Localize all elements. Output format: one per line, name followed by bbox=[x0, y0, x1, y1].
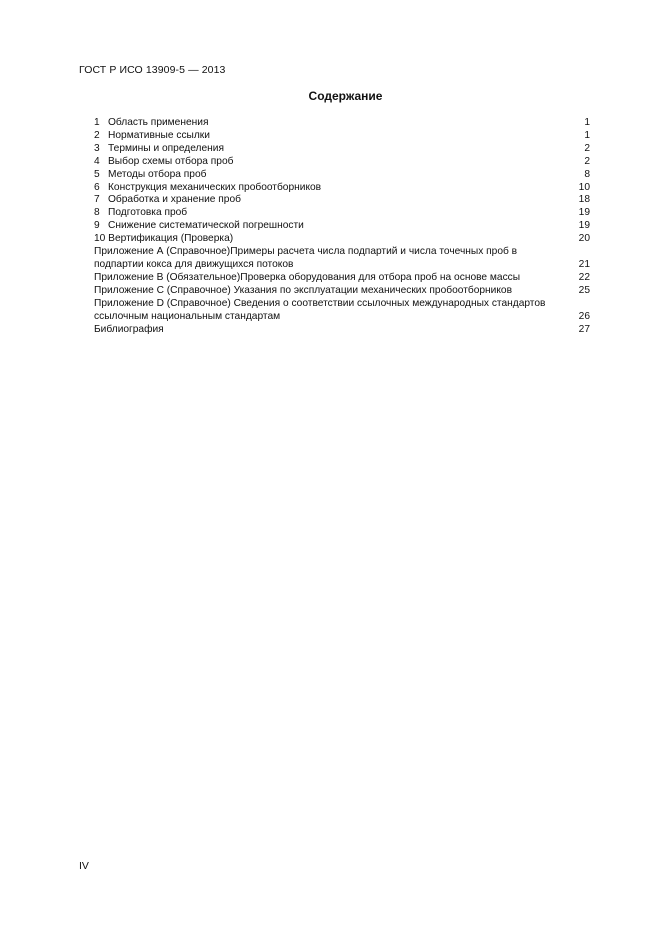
toc-entry-title: Снижение систематической погрешности bbox=[108, 220, 304, 232]
page-number: IV bbox=[79, 860, 89, 872]
table-of-contents bbox=[94, 117, 590, 336]
toc-entry-number: 8 bbox=[94, 207, 100, 219]
toc-entry-title: Приложение С (Справочное) Указания по эксплуатации механических пробоотборников bbox=[94, 284, 512, 296]
toc-entry[interactable] bbox=[94, 220, 590, 233]
toc-entry[interactable] bbox=[94, 246, 590, 272]
toc-entry-number: 6 bbox=[94, 181, 100, 193]
toc-entry-title: Обработка и хранение проб bbox=[108, 194, 241, 206]
toc-entry[interactable] bbox=[94, 298, 590, 324]
toc-entry[interactable] bbox=[94, 207, 590, 220]
toc-entry-page: 10 bbox=[578, 181, 590, 193]
toc-entry-number: 7 bbox=[94, 194, 100, 206]
toc-entry-title: Приложение А (Справочное)Примеры расчета числа подпартий и числа точечных проб в подпартии кокса для движущихся потоков bbox=[94, 246, 518, 270]
toc-entry-page: 1 bbox=[584, 129, 590, 141]
toc-entry[interactable] bbox=[94, 324, 590, 337]
toc-entry[interactable] bbox=[94, 117, 590, 130]
toc-entry-title: Приложение В (Обязательное)Проверка оборудования для отбора проб на основе массы bbox=[94, 271, 521, 283]
toc-entry-page: 19 bbox=[578, 207, 590, 219]
toc-entry[interactable] bbox=[94, 233, 590, 246]
toc-entry-page: 22 bbox=[578, 271, 590, 283]
toc-entry-title: 10 Вертификация (Проверка) bbox=[94, 233, 234, 245]
toc-entry-page: 26 bbox=[578, 310, 590, 322]
toc-entry-number: 4 bbox=[94, 155, 100, 167]
page-title: Содержание bbox=[308, 89, 383, 103]
toc-entry-page: 27 bbox=[578, 323, 590, 335]
toc-entry-number: 9 bbox=[94, 220, 100, 232]
toc-entry-title: Библиография bbox=[94, 323, 164, 335]
toc-entry-number: 1 bbox=[94, 117, 100, 128]
toc-entry[interactable] bbox=[94, 169, 590, 182]
toc-entry-number: 3 bbox=[94, 142, 100, 154]
toc-entry-page: 1 bbox=[584, 117, 590, 128]
toc-entry[interactable] bbox=[94, 130, 590, 143]
toc-entry-title: Методы отбора проб bbox=[108, 168, 207, 180]
toc-entry[interactable] bbox=[94, 194, 590, 207]
toc-entry-number: 5 bbox=[94, 168, 100, 180]
toc-entry-page: 18 bbox=[578, 194, 590, 206]
toc-entry-page: 25 bbox=[578, 284, 590, 296]
toc-entry[interactable] bbox=[94, 182, 590, 195]
document-header-code: ГОСТ Р ИСО 13909-5 — 2013 bbox=[79, 64, 226, 76]
toc-entry-title: Выбор схемы отбора проб bbox=[108, 155, 234, 167]
toc-entry-page: 20 bbox=[578, 233, 590, 245]
toc-entry-title: Приложение D (Справочное) Сведения о соответствии ссылочных международных стандартов ссылочным национальным стандартам bbox=[94, 297, 546, 322]
toc-entry[interactable] bbox=[94, 272, 590, 285]
toc-entry[interactable] bbox=[94, 156, 590, 169]
toc-entry-page: 19 bbox=[578, 220, 590, 232]
toc-entry-page: 21 bbox=[578, 258, 590, 270]
toc-entry-page: 2 bbox=[584, 142, 590, 154]
toc-entry-title: Термины и определения bbox=[108, 142, 224, 154]
toc-entry-page: 2 bbox=[584, 155, 590, 167]
toc-entry-page: 8 bbox=[584, 168, 590, 180]
toc-entry-title: Подготовка проб bbox=[108, 207, 188, 219]
toc-entry[interactable] bbox=[94, 143, 590, 156]
toc-entry-title: Конструкция механических пробоотборников bbox=[108, 181, 322, 193]
toc-entry-title: Область применения bbox=[108, 117, 209, 128]
toc-entry-number: 2 bbox=[94, 129, 100, 141]
toc-entry-title: Нормативные ссылки bbox=[108, 129, 210, 141]
toc-entry[interactable] bbox=[94, 285, 590, 298]
